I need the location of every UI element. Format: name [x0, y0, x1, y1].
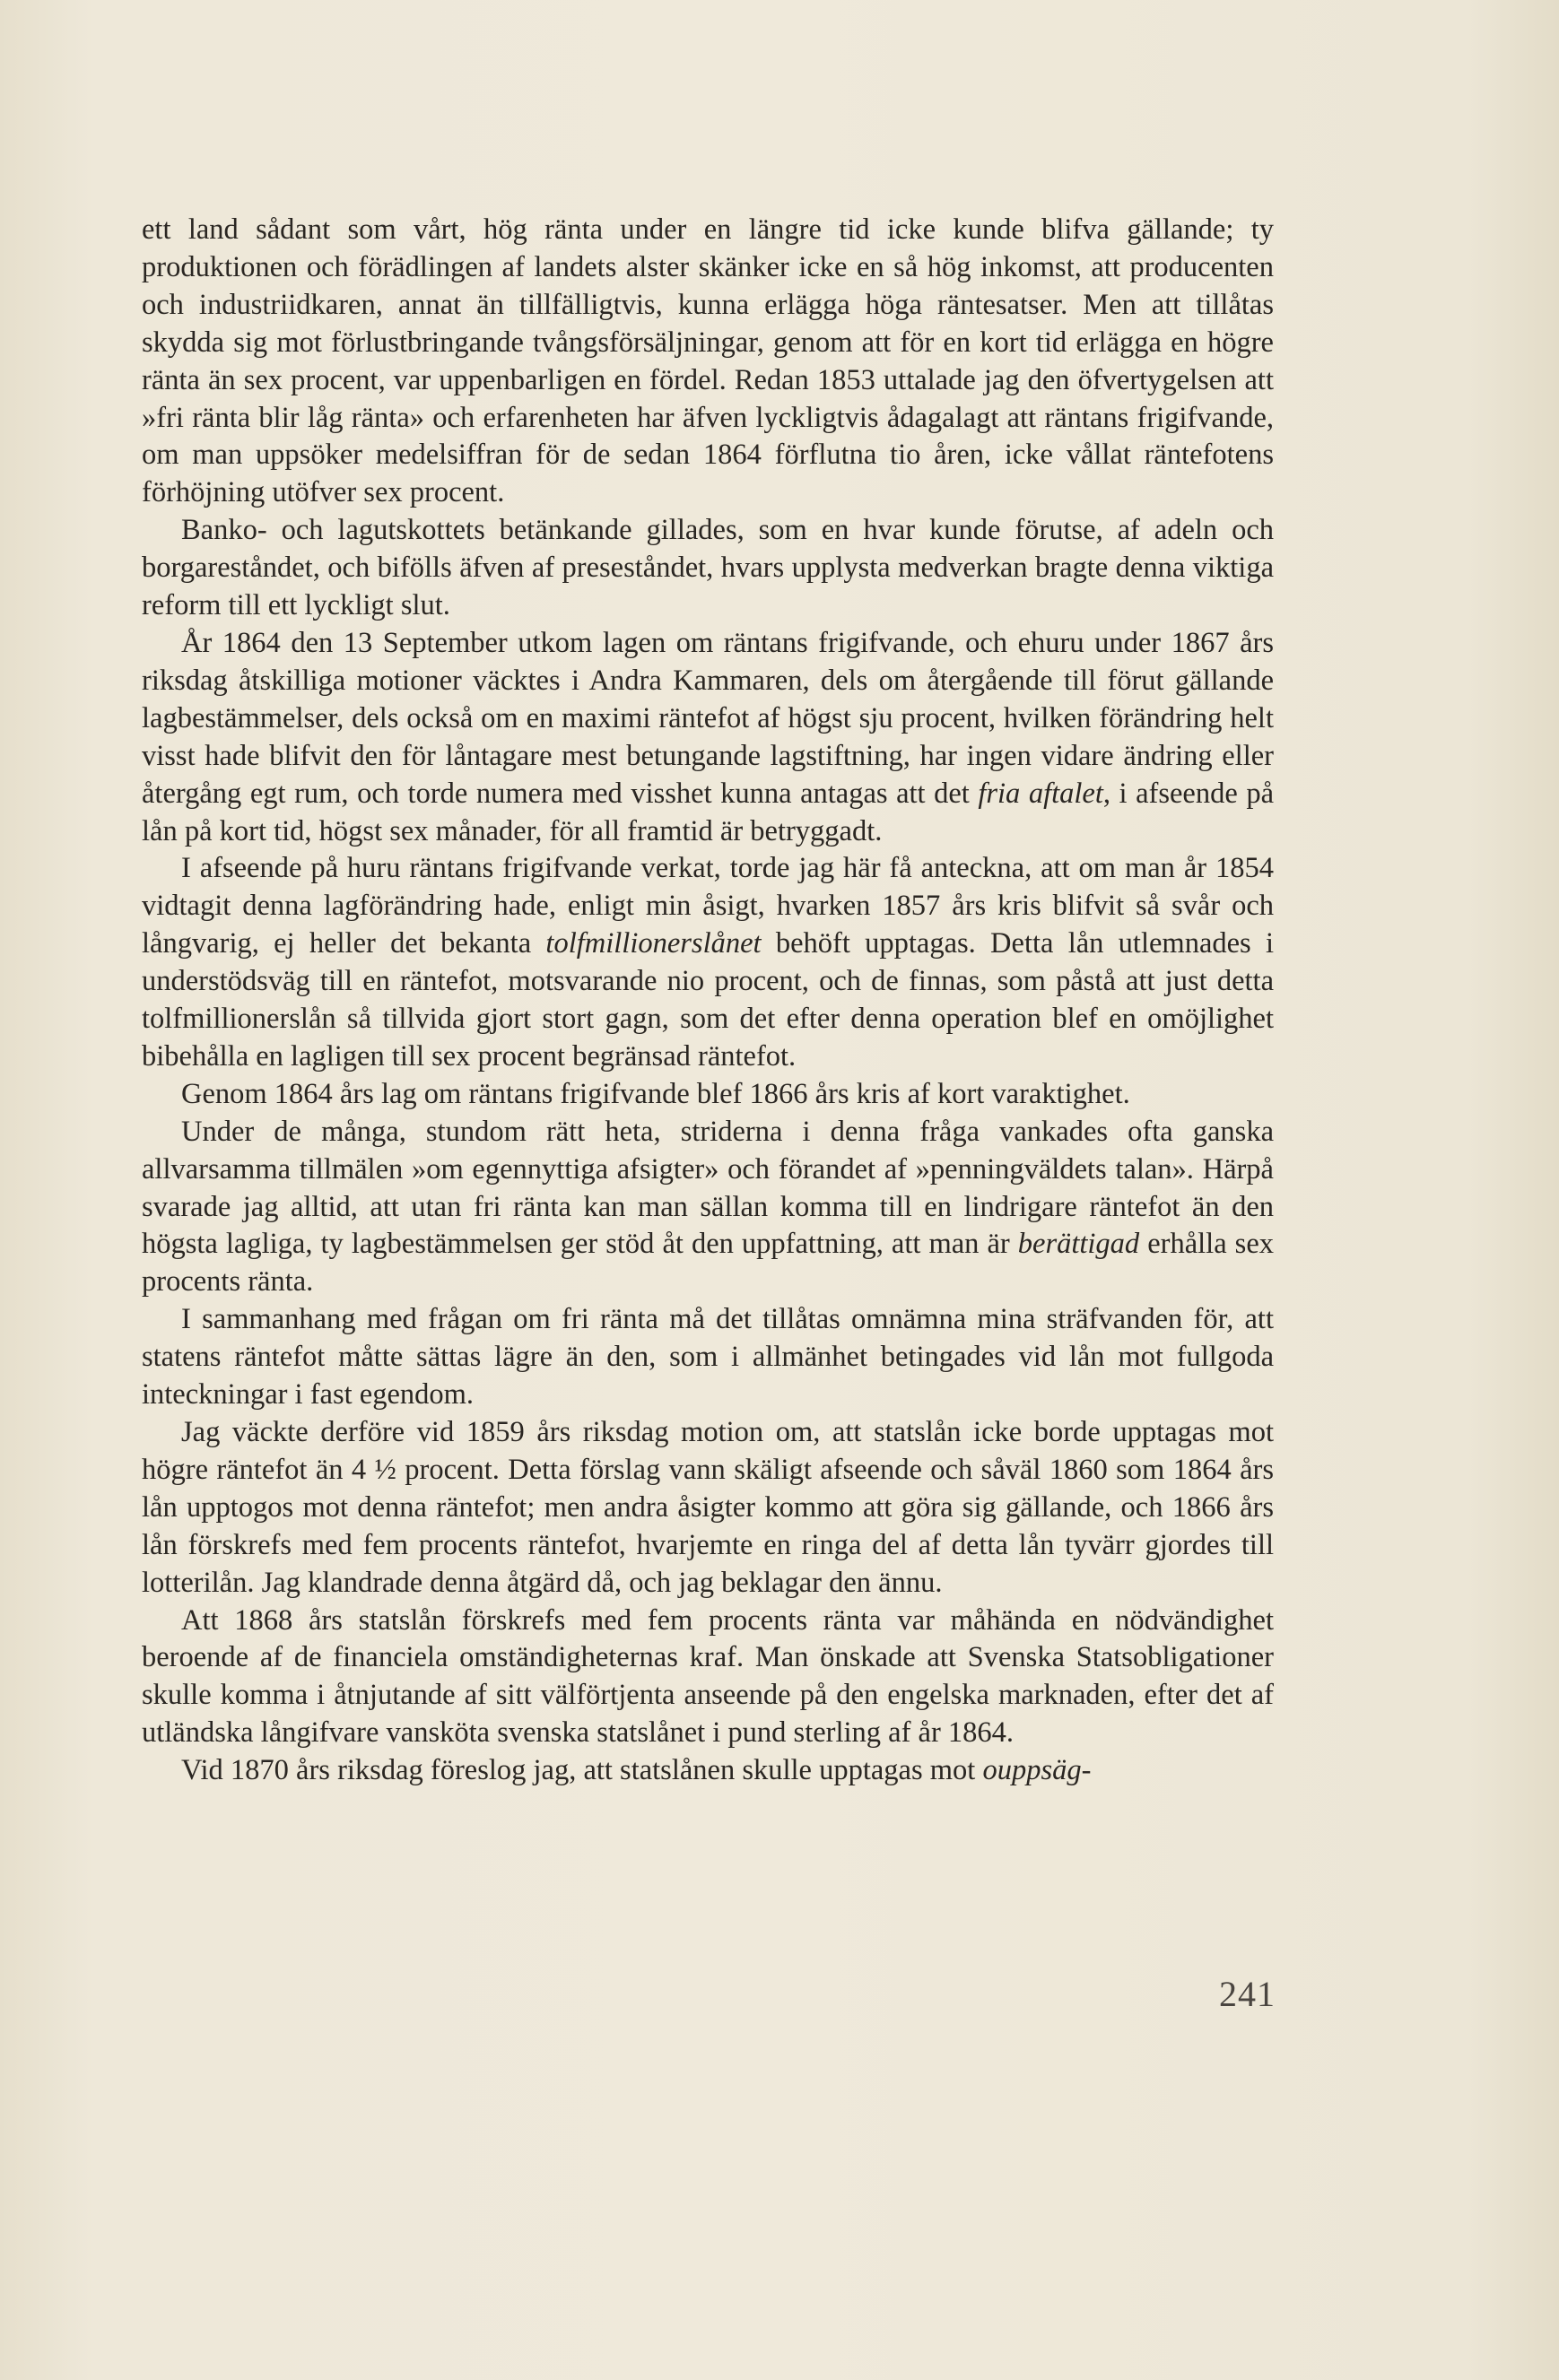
paragraph-1 [142, 212, 1274, 512]
italic-phrase: tolfmillionerslånet [545, 927, 762, 960]
text-run: Vid 1870 års riksdag föreslog jag, att statslånen skulle upptagas mot [181, 1754, 983, 1787]
body-text [142, 212, 1274, 1790]
paragraph-3 [142, 625, 1274, 850]
text-run: I sammanhang med frågan om fri ränta må det tillåtas omnämna mina sträfvanden för, att statens räntefot måtte sättas lägre än den, som i allmänhet betingades vid lån mot fullgoda inteckningar i fast egendom. [142, 1303, 1274, 1411]
text-run: Genom 1864 års lag om räntans frigifvande blef 1866 års kris af kort varaktighet. [181, 1077, 1130, 1110]
paragraph-9 [142, 1603, 1274, 1753]
text-run: , i afseende på lån på kort tid, högst sex månader, för all framtid är betryggadt. [142, 777, 1274, 847]
paragraph-5 [142, 1076, 1274, 1114]
paragraph-10 [142, 1752, 1274, 1790]
italic-phrase: fria aftalet [978, 777, 1103, 810]
paragraph-7 [142, 1301, 1274, 1414]
paragraph-6 [142, 1114, 1274, 1302]
paragraph-4 [142, 850, 1274, 1075]
text-run: I afseende på huru räntans frigifvande verkat, torde jag här få anteckna, att om man år 1854 vidtagit denna lagförändring hade, enligt min åsigt, hvarken 1857 års kris blifvit så svår och långvarig, ej heller det bekanta [142, 852, 1274, 960]
text-run: År 1864 den 13 September utkom lagen om räntans frigifvande, och ehuru under 1867 års riksdag åtskilliga motioner väcktes i Andra Kammaren, dels om återgående till förut gällande lagbestämmelser, dels också om en maximi räntefot af högst sju procent, hvilken förändring helt visst hade blifvit den för låntagare mest betungande lagstiftning, har ingen vidare ändring eller återgång egt rum, och torde numera med visshet kunna antagas att det [142, 626, 1274, 810]
italic-phrase: ouppsäg- [982, 1754, 1092, 1787]
paragraph-8 [142, 1414, 1274, 1603]
text-run: Att 1868 års statslån förskrefs med fem procents ränta var måhända en nödvändighet beroende af de financiela omständigheternas kraf. Man önskade att Svenska Statsobligationer skulle komma i åtnjutande af sitt välförtjenta anseende på den engelska marknaden, efter det af utländska långifvare vansköta svenska statslånet i pund sterling af år 1864. [142, 1603, 1274, 1750]
text-run: Jag väckte derföre vid 1859 års riksdag motion om, att statslån icke borde upptagas mot högre räntefot än 4 ½ procent. Detta förslag vann skäligt afseende och såväl 1860 som 1864 års lån upptogos mot denna räntefot; men andra åsigter kommo att göra sig gällande, och 1866 års lån förskrefs med fem procents räntefot, hvarjemte en ringa del af detta lån tyvärr gjordes till lotterilån. Jag klandrade denna åtgärd då, och jag beklagar den ännu. [142, 1416, 1274, 1599]
paragraph-2 [142, 512, 1274, 625]
text-run: erhålla sex procents ränta. [142, 1228, 1275, 1299]
text-run: Banko- och lagutskottets betänkande gillades, som en hvar kunde förutse, af adeln och borgareståndet, och bifölls äfven af preseståndet, hvars upplysta medverkan bragte denna viktiga reform till ett lyckligt slut. [142, 514, 1274, 622]
text-run: Under de många, stundom rätt heta, striderna i denna fråga vankades ofta ganska allvarsamma tillmälen »om egennyttiga afsigter» och förandet af »penningväldets talan». Härpå svarade jag alltid, att utan fri ränta kan man sällan komma till en lindrigare räntefot än den högsta lagliga, ty lagbestämmelsen ger stöd åt den uppfattning, att man är [142, 1115, 1274, 1261]
text-run: behöft upptagas. Detta lån utlemnades i understödsväg till en räntefot, motsvarande nio procent, och de finnas, som påstå att just detta tolfmillionerslån så tillvida gjort stort gagn, som det efter denna operation blef en omöjlighet bibehålla en lagligen till sex procent begränsad räntefot. [142, 927, 1274, 1073]
italic-phrase: berättigad [1017, 1228, 1140, 1261]
page-number: 241 [1219, 1974, 1276, 2014]
text-run: ett land sådant som vårt, hög ränta under en längre tid icke kunde blifva gällande; ty produktionen och förädlingen af landets alster skänker icke en så hög inkomst, att producenten och industriidkaren, annat än tillfälligtvis, kunna erlägga höga räntesatser. Men att tillåtas skydda sig mot förlustbringande tvångsförsäljningar, genom att för en kort tid erlägga en högre ränta än sex procent, var uppenbarligen en fördel. Redan 1853 uttalade jag den öfvertygelsen att »fri ränta blir låg ränta» och erfarenheten har äfven lyckligtvis ådagalagt att räntans frigifvande, om man uppsöker medelsiffran för de sedan 1864 förflutna tio åren, icke vållat räntefotens förhöjning utöfver sex procent. [142, 213, 1274, 509]
